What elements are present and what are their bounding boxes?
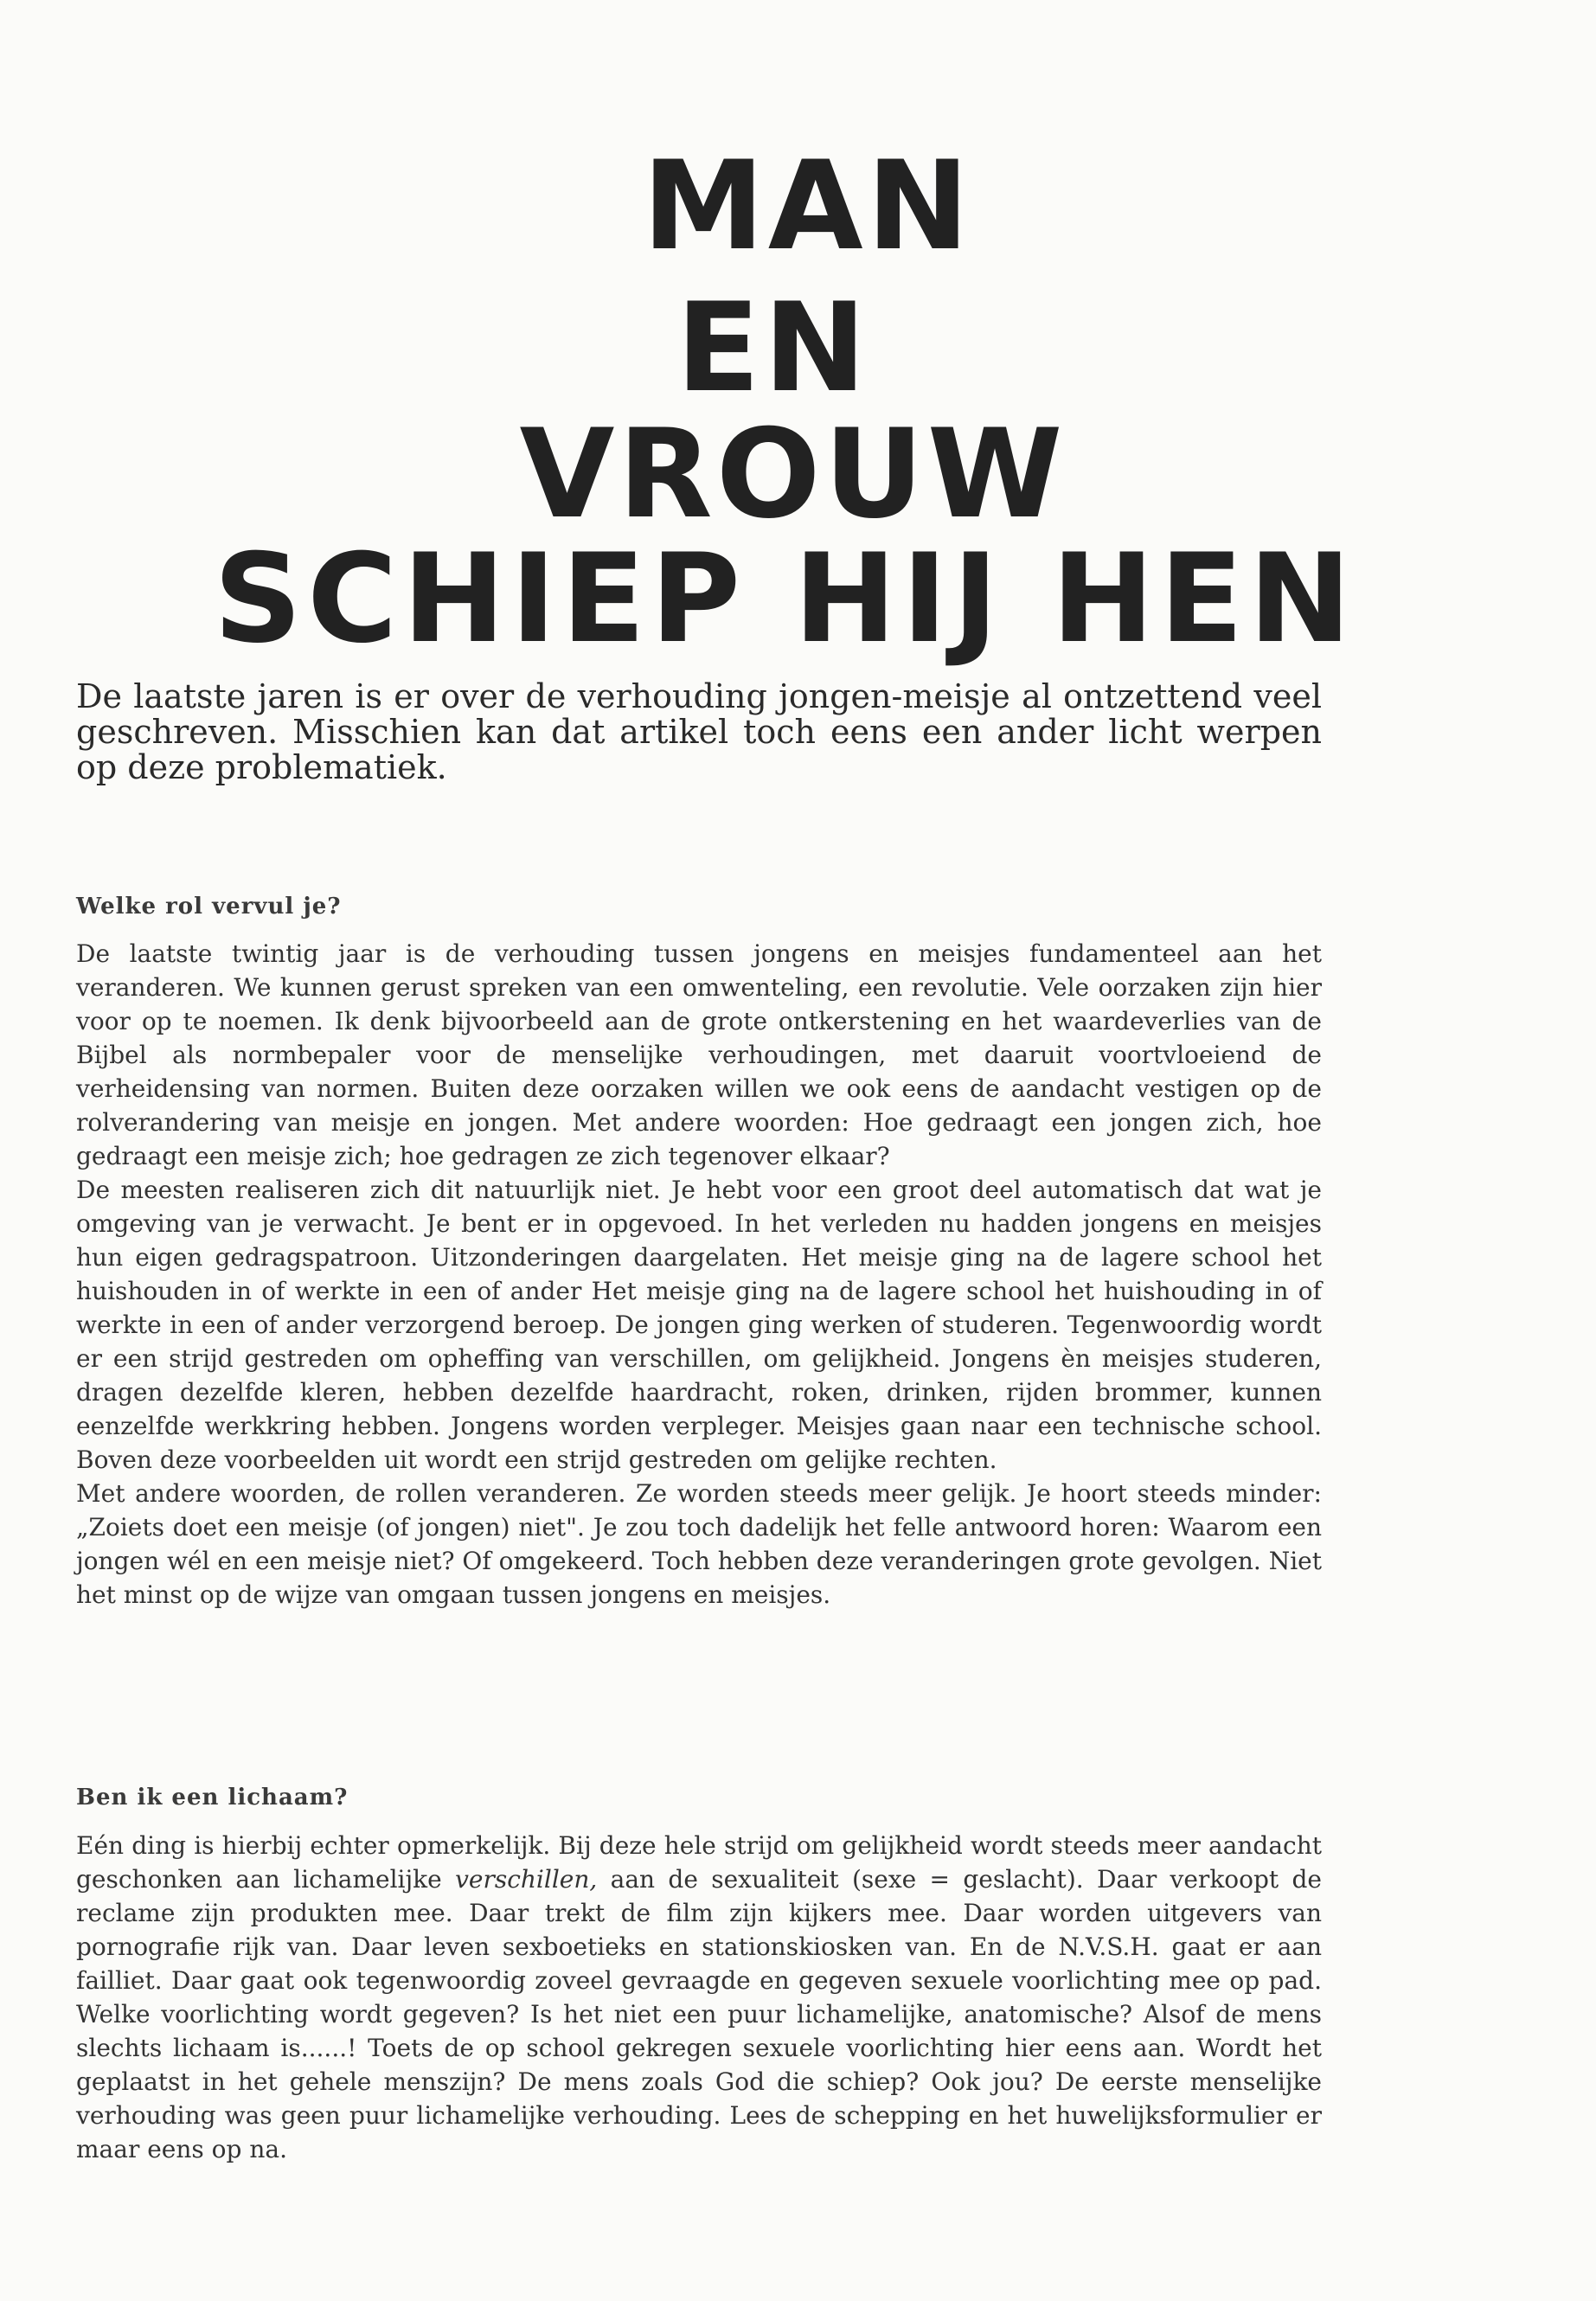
- paragraph: [76, 1829, 1322, 2166]
- section-heading-lichaam: Ben ik een lichaam?: [76, 1785, 349, 1811]
- section-body-lichaam: [76, 1829, 1322, 2166]
- text-segment: aan de sexualiteit (sexe = geslacht). Daar verkoopt de reclame zijn produkten mee. Daar trekt de film zijn kijkers mee. Daar worden uitgevers van pornografie rijk van. Daar leven sexboetieks en stationskiosken van. En de N.V.S.H. gaat er aan failliet. Daar gaat ook tegenwoordig zoveel gevraagde en gegeven sexuele voorlichting mee op pad. Welke voorlichting wordt gegeven? Is het niet een puur lichamelijke, anatomische? Alsof de mens slechts lichaam is......! Toets de op school gekregen sexuele voorlichting hier eens aan. Wordt het geplaatst in het gehele menszijn? De mens zoals God die schiep? Ook jou? De eerste menselijke verhouding was geen puur lichamelijke verhouding. Lees de schepping en het huwelijksformulier er maar eens op na.: [76, 1865, 1323, 2163]
- section-body-rol: [76, 937, 1322, 1612]
- paragraph: De laatste twintig jaar is de verhouding tussen jongens en meisjes fundamenteel aan het veranderen. We kunnen gerust spreken van een omwenteling, een revolutie. Vele oorzaken zijn hier voor op te noemen. Ik denk bijvoorbeeld aan de grote ontkerstening en het waardeverlies van de Bijbel als normbepaler voor de menselijke verhoudingen, met daaruit voortvloeiend de verheidensing van normen. Buiten deze oorzaken willen we ook eens de aandacht vestigen op de rolverandering van meisje en jongen. Met andere woorden: Hoe gedraagt een jongen zich, hoe gedraagt een meisje zich; hoe gedragen ze zich tegenover elkaar?: [76, 939, 1322, 1170]
- section-heading-rol: Welke rol vervul je?: [76, 894, 342, 920]
- intro-paragraph: De laatste jaren is er over de verhouding jongen-meisje al ontzettend veel geschreven. Misschien kan dat artikel toch eens een ander licht werpen op deze problematiek.: [76, 677, 1322, 786]
- emphasis-text: verschillen,: [455, 1865, 598, 1894]
- title-line-en: EN: [676, 277, 870, 420]
- paragraph: Met andere woorden, de rollen veranderen. Ze worden steeds meer gelijk. Je hoort steeds minder: „Zoiets doet een meisje (of jongen) niet". Je zou toch dadelijk het felle antwoord horen: Waarom een jongen wél en een meisje niet? Of omgekeerd. Toch hebben deze veranderingen grote gevolgen. Niet het minst op de wijze van omgaan tussen jongens en meisjes.: [76, 1479, 1322, 1609]
- text-segment: Eén ding is hierbij echter opmerkelijk. Bij deze hele strijd om gelijkheid wordt steeds meer aandacht geschonken aan lichamelijke: [76, 1831, 1322, 1894]
- title-line-vrouw: VROUW: [519, 403, 1067, 546]
- paragraph: De meesten realiseren zich dit natuurlijk niet. Je hebt voor een groot deel automatisch dat wat je omgeving van je verwacht. Je bent er in opgevoed. In het verleden nu hadden jongens en meisjes hun eigen gedragspatroon. Uitzonderingen daargelaten. Het meisje ging na de lagere school het huishouden in of werkte in een of ander Het meisje ging na de lagere school het huishouding in of werkte in een of ander verzorgend beroep. De jongen ging werken of studeren. Tegenwoordig wordt er een strijd gestreden om opheffing van verschillen, om gelijkheid. Jongens èn meisjes studeren, dragen dezelfde kleren, hebben dezelfde haardracht, roken, drinken, rijden brommer, kunnen eenzelfde werkkring hebben. Jongens worden verpleger. Meisjes gaan naar een technische school. Boven deze voorbeelden uit wordt een strijd gestreden om gelijke rechten.: [76, 1176, 1322, 1474]
- title-line-man: MAN: [642, 135, 973, 278]
- title-line-schiep-hij-hen: SCHIEP HIJ HEN: [213, 528, 1357, 670]
